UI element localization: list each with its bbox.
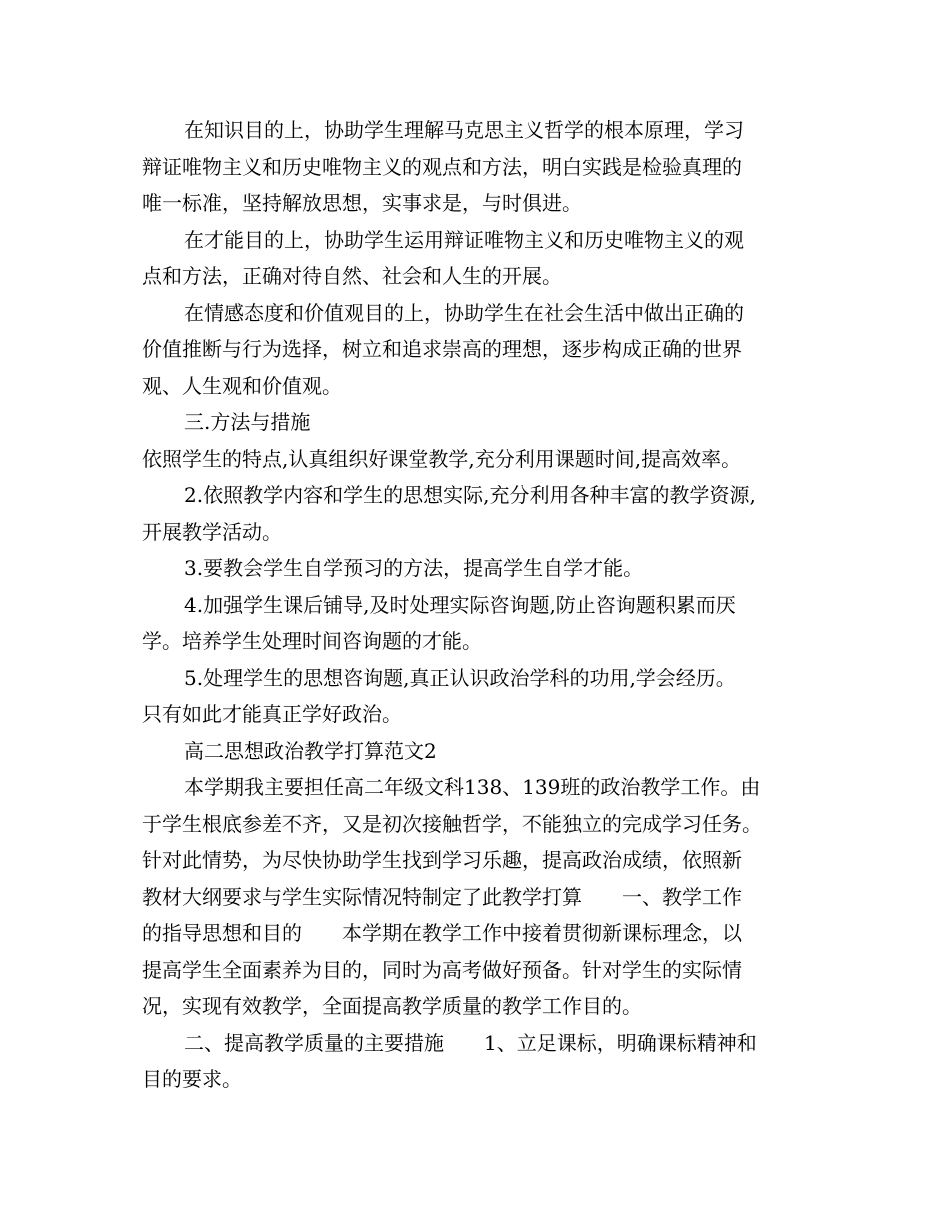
text-line: 的指导思想和目的 本学期在教学工作中接着贯彻新课标理念，以 xyxy=(142,921,742,945)
text-line: 于学生根底参差不齐，又是初次接触哲学，不能独立的完成学习任务。 xyxy=(142,811,762,836)
text-line: 价值推断与行为选择，树立和追求崇高的理想，逐步构成正确的世界 xyxy=(142,337,742,361)
text-line: 教材大纲要求与学生实际情况特制定了此教学打算 一、教学工作 xyxy=(142,884,742,909)
text-line: 在知识目的上，协助学生理解马克思主义哲学的根本原理，学习 xyxy=(184,118,744,142)
text-line: 唯一标准，坚持解放思想，实事求是，与时俱进。 xyxy=(142,191,582,215)
text-line: 只有如此才能真正学好政治。 xyxy=(142,702,402,726)
section-title: 高二思想政治教学打算范文2 xyxy=(184,738,437,763)
text-line: 观、人生观和价值观。 xyxy=(142,373,342,398)
text-line: 辩证唯物主义和历史唯物主义的观点和方法，明白实践是检验真理的 xyxy=(142,154,742,179)
text-line: 提高学生全面素养为目的，同时为高考做好预备。针对学生的实际情 xyxy=(142,957,742,982)
document-body xyxy=(142,112,812,1098)
text-line: 依照学生的特点,认真组织好课堂教学,充分利用课题时间,提高效率。 xyxy=(142,446,742,471)
text-line: 况，实现有效教学，全面提高教学质量的教学工作目的。 xyxy=(142,994,642,1018)
text-line: 二、提高教学质量的主要措施 1、立足课标，明确课标精神和 xyxy=(184,1030,757,1055)
text-line: 本学期我主要担任高二年级文科138、139班的政治教学工作。由 xyxy=(184,775,761,799)
text-line: 目的要求。 xyxy=(142,1067,242,1091)
text-line: 在才能目的上，协助学生运用辩证唯物主义和历史唯物主义的观 xyxy=(184,227,744,252)
text-line: 针对此情势，为尽快协助学生找到学习乐趣，提高政治成绩，依照新 xyxy=(142,848,742,872)
text-line: 点和方法，正确对待自然、社会和人生的开展。 xyxy=(142,264,562,288)
text-line: 3.要教会学生自学预习的方法，提高学生自学才能。 xyxy=(184,556,644,580)
section-heading: 三.方法与措施 xyxy=(184,410,311,434)
text-line: 4.加强学生课后铺导,及时处理实际咨询题,防止咨询题积累而厌 xyxy=(184,592,736,617)
text-line: 学。培养学生处理时间咨询题的才能。 xyxy=(142,629,482,653)
text-line: 在情感态度和价值观目的上，协助学生在社会生活中做出正确的 xyxy=(184,300,744,325)
text-line: 2.依照教学内容和学生的思想实际,充分利用各种丰富的教学资源, xyxy=(184,483,756,507)
text-line: 5.处理学生的思想咨询题,真正认识政治学科的功用,学会经历。 xyxy=(184,665,736,690)
text-line: 开展教学活动。 xyxy=(142,519,282,544)
